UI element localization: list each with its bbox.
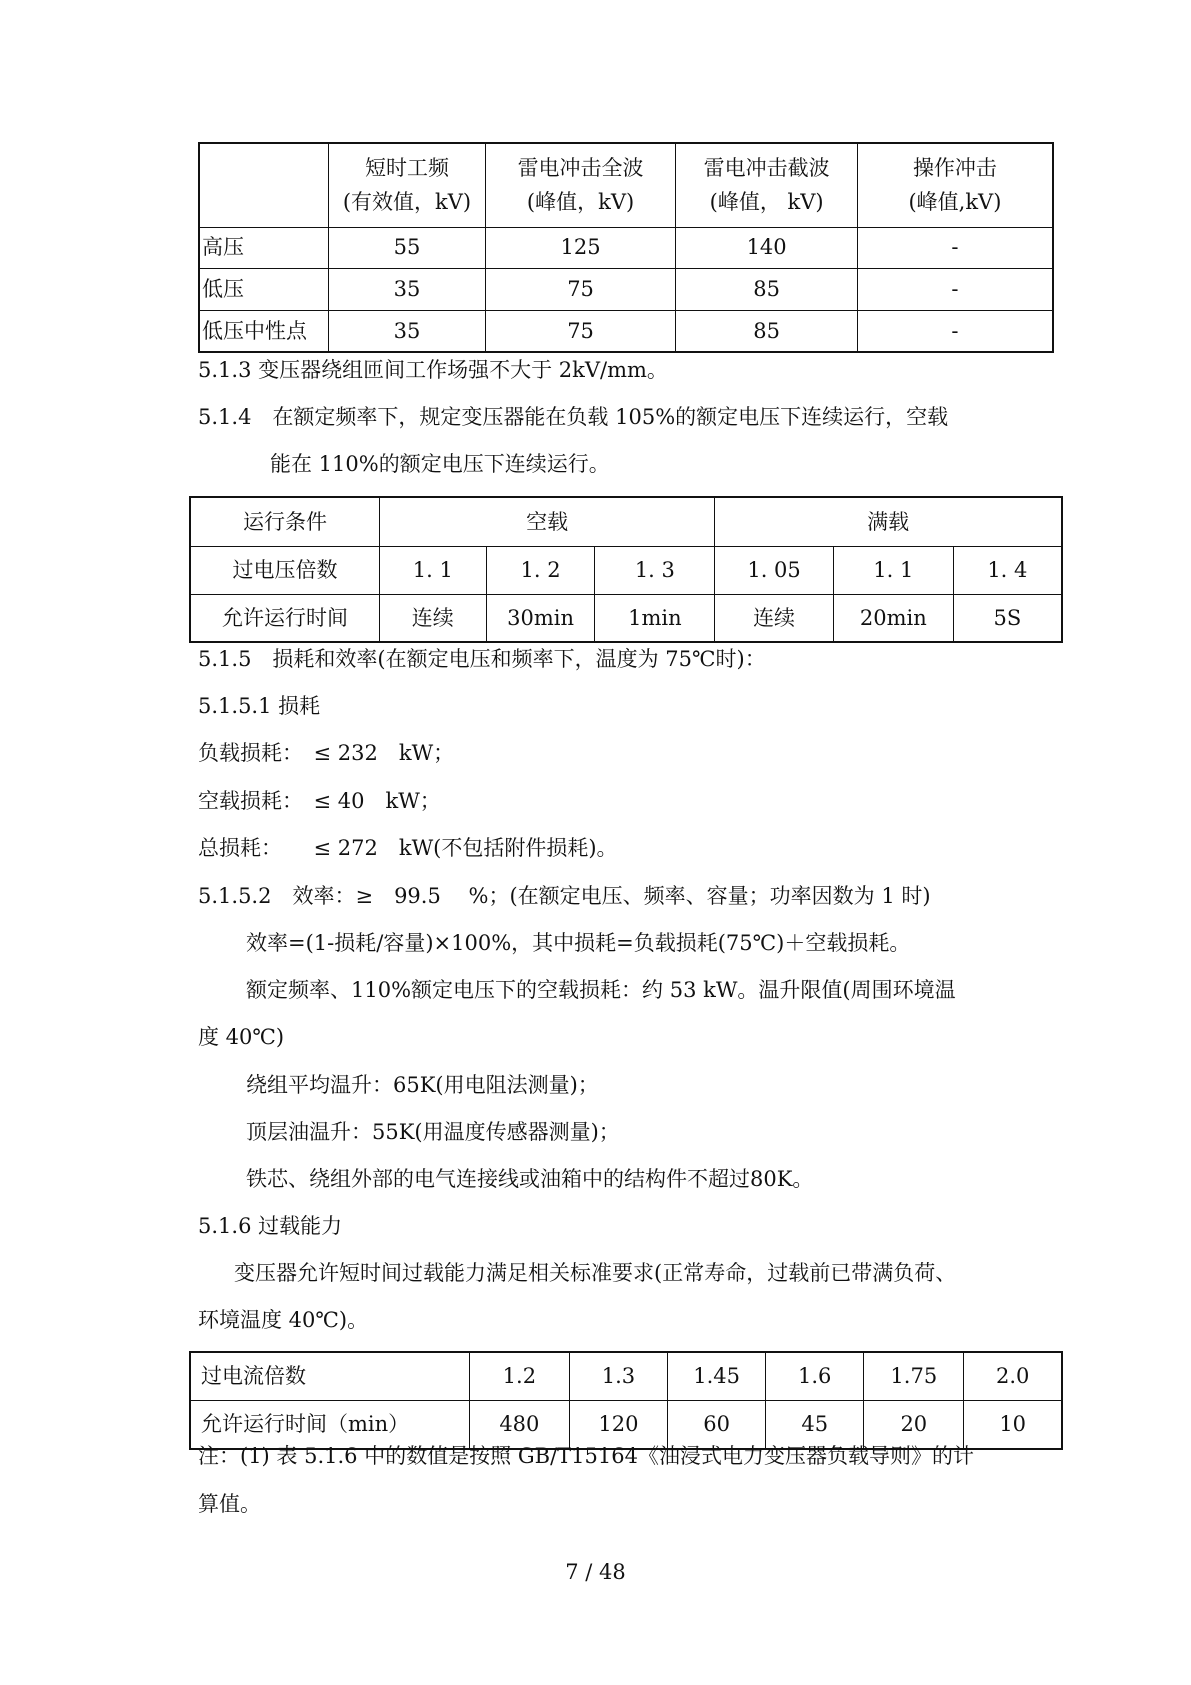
row-label: 高压 xyxy=(199,227,329,268)
table-cell: 120 xyxy=(569,1400,667,1449)
table-row xyxy=(190,1352,1062,1400)
table-cell: 75 xyxy=(485,268,676,310)
winding-rise-line: 绕组平均温升：65K(用电阻法测量)； xyxy=(246,1073,599,1097)
core-rise-line: 铁芯、绕组外部的电气连接线或油箱中的结构件不超过80K。 xyxy=(246,1167,814,1191)
load-loss-line: 负载损耗： ≤ 232 kW； xyxy=(198,741,455,765)
table-cell: 5S xyxy=(953,594,1062,642)
table-header-cell: 短时工频 (有效值，kV) xyxy=(329,143,486,227)
table-cell: 1min xyxy=(595,594,715,642)
table-cell: - xyxy=(857,268,1053,310)
table-header-cell: 操作冲击 (峰值,kV) xyxy=(857,143,1053,227)
table-cell: 30min xyxy=(486,594,595,642)
overcurrent-table xyxy=(189,1351,1063,1450)
table-header-row xyxy=(199,143,1053,227)
table-cell: 1. 05 xyxy=(715,546,834,594)
table-cell: 480 xyxy=(469,1400,569,1449)
paragraph-5-1-5: 5.1.5 损耗和效率(在额定电压和频率下，温度为 75℃时)： xyxy=(198,647,766,671)
table-cell: 85 xyxy=(676,310,858,352)
total-loss-line: 总损耗： ≤ 272 kW(不包括附件损耗)。 xyxy=(198,836,618,860)
temp-rise-line: 额定频率、110%额定电压下的空载损耗：约 53 kW。温升限值(周围环境温 xyxy=(246,978,956,1002)
table-cell: 20min xyxy=(833,594,953,642)
table-cell: 20 xyxy=(864,1400,964,1449)
table-cell: 1. 4 xyxy=(953,546,1062,594)
row-label: 允许运行时间（min） xyxy=(190,1400,469,1449)
table-cell: 125 xyxy=(485,227,676,268)
table-header-cell: 满载 xyxy=(715,497,1062,546)
efficiency-formula: 效率=(1-损耗/容量)×100%，其中损耗=负载损耗(75℃)＋空载损耗。 xyxy=(246,931,911,955)
paragraph-5-1-3: 5.1.3 变压器绕组匝间工作场强不大于 2kV/mm。 xyxy=(198,358,668,382)
page-number: 7 / 48 xyxy=(565,1560,626,1584)
table-cell: 连续 xyxy=(715,594,834,642)
table-header-cell: 运行条件 xyxy=(190,497,379,546)
row-label: 低压 xyxy=(199,268,329,310)
paragraph-5-1-6: 5.1.6 过载能力 xyxy=(198,1214,343,1238)
table-row xyxy=(190,546,1062,594)
row-label: 过电压倍数 xyxy=(190,546,379,594)
row-label: 允许运行时间 xyxy=(190,594,379,642)
overvoltage-table xyxy=(189,496,1063,643)
paragraph-5-1-5-2: 5.1.5.2 效率：≥ 99.5 %；(在额定电压、频率、容量；功率因数为 1 时) xyxy=(198,884,931,908)
table-cell: 10 xyxy=(964,1400,1062,1449)
paragraph-5-1-4: 5.1.4 在额定频率下，规定变压器能在负载 105%的额定电压下连续运行，空载 xyxy=(198,405,949,429)
table-cell: - xyxy=(857,310,1053,352)
table-cell: 1. 3 xyxy=(595,546,715,594)
table-cell: 55 xyxy=(329,227,486,268)
table-cell: 60 xyxy=(668,1400,766,1449)
row-label: 过电流倍数 xyxy=(190,1352,469,1400)
table-row xyxy=(199,268,1053,310)
table-header-cell: 雷电冲击全波 (峰值，kV) xyxy=(485,143,676,227)
table-row xyxy=(199,227,1053,268)
table-cell: 85 xyxy=(676,268,858,310)
table-cell: 1.75 xyxy=(864,1352,964,1400)
table-cell: 35 xyxy=(329,268,486,310)
table-cell: 1. 1 xyxy=(833,546,953,594)
paragraph-5-1-5-1: 5.1.5.1 损耗 xyxy=(198,694,321,718)
table-header-cell: 空载 xyxy=(379,497,714,546)
table-row xyxy=(199,310,1053,352)
table-cell: 1. 1 xyxy=(379,546,486,594)
table-cell: 1.3 xyxy=(569,1352,667,1400)
overload-line-cont: 环境温度 40℃)。 xyxy=(198,1308,369,1332)
table-cell: 1.45 xyxy=(668,1352,766,1400)
row-label: 低压中性点 xyxy=(199,310,329,352)
table-cell: 1.2 xyxy=(469,1352,569,1400)
table-header-cell: 雷电冲击截波 (峰值， kV) xyxy=(676,143,858,227)
table-cell: 连续 xyxy=(379,594,486,642)
table-cell: 75 xyxy=(485,310,676,352)
paragraph-5-1-4-cont: 能在 110%的额定电压下连续运行。 xyxy=(270,452,610,476)
table-cell: - xyxy=(857,227,1053,268)
table-cell: 140 xyxy=(676,227,858,268)
temp-rise-line-cont: 度 40℃) xyxy=(198,1025,285,1049)
noload-loss-line: 空载损耗： ≤ 40 kW； xyxy=(198,789,441,813)
table-header-cell xyxy=(199,143,329,227)
table-cell: 2.0 xyxy=(964,1352,1062,1400)
table-cell: 35 xyxy=(329,310,486,352)
table-cell: 45 xyxy=(766,1400,864,1449)
table-row xyxy=(190,594,1062,642)
table-cell: 1.6 xyxy=(766,1352,864,1400)
note-line-cont: 算值。 xyxy=(198,1492,261,1516)
table-cell: 1. 2 xyxy=(486,546,595,594)
note-line: 注：(1) 表 5.1.6 中的数值是按照 GB/T15164《油浸式电力变压器负载导则》的计 xyxy=(198,1444,974,1468)
overload-line: 变压器允许短时间过载能力满足相关标准要求(正常寿命，过载前已带满负荷、 xyxy=(234,1261,957,1285)
table-header-row xyxy=(190,497,1062,546)
insulation-level-table xyxy=(198,142,1054,353)
oil-rise-line: 顶层油温升：55K(用温度传感器测量)； xyxy=(246,1120,620,1144)
